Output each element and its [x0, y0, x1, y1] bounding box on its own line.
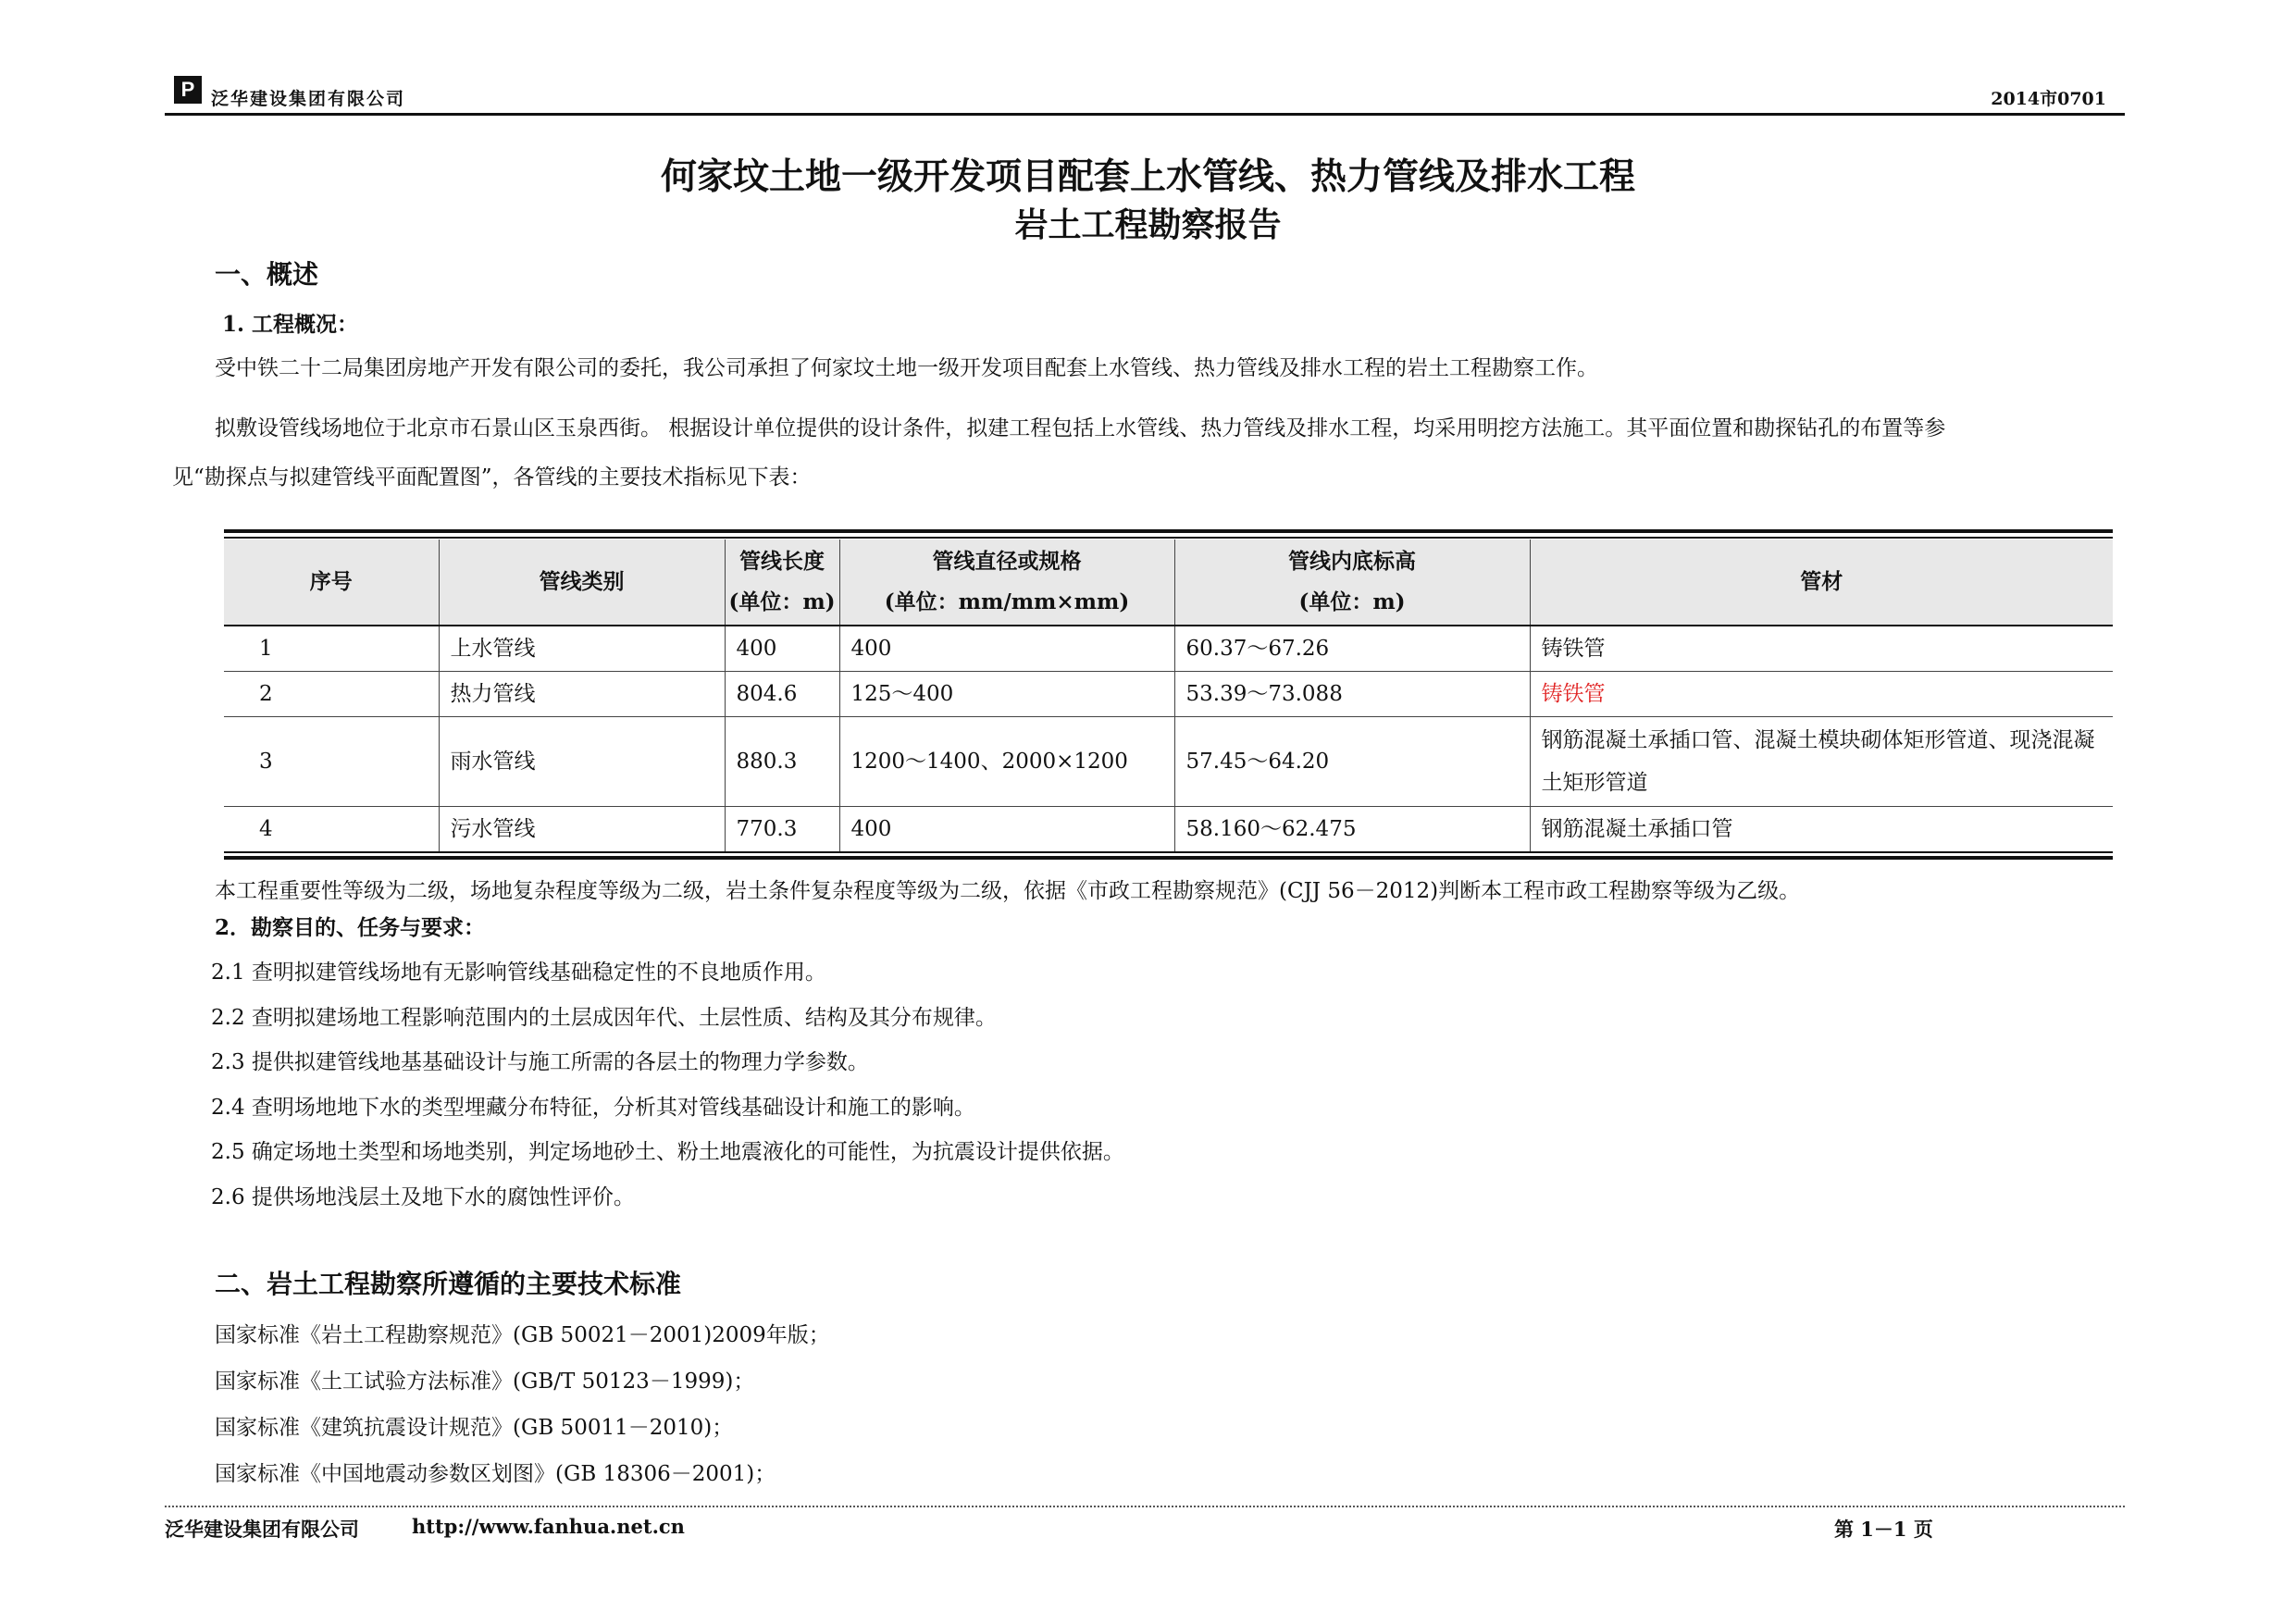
table-top-rule-thin [224, 537, 2113, 539]
cell-material: 铸铁管 [1530, 626, 2113, 672]
document-subtitle: 岩土工程勘察报告 [1014, 205, 1282, 244]
cell-diameter: 1200～1400、2000×1200 [839, 717, 1174, 807]
standard-item: 国家标准《土工试验方法标准》(GB/T 50123－1999)； [215, 1370, 755, 1394]
cell-material: 钢筋混凝土承插口管、混凝土模块砌体矩形管道、现浇混凝土矩形管道 [1530, 717, 2113, 807]
list-item: 2.4 查明场地地下水的类型埋藏分布特征，分析其对管线基础设计和施工的影响。 [211, 1096, 975, 1120]
paragraph-2-line-1: 拟敷设管线场地位于北京市石景山区玉泉西街。 根据设计单位提供的设计条件，拟建工程包括上水管线、热力管线及排水工程，均采用明挖方法施工。其平面位置和勘探钻孔的布置等参 [215, 416, 1946, 440]
footer-page-number: 第 1－1 页 [1834, 1518, 1933, 1541]
table-header-index: 序号 [224, 539, 439, 626]
list-item: 2.3 提供拟建管线地基基础设计与施工所需的各层土的物理力学参数。 [211, 1050, 869, 1074]
standard-item: 国家标准《建筑抗震设计规范》(GB 50011－2010)； [215, 1416, 734, 1440]
table-top-rule [224, 529, 2113, 533]
cell-type: 热力管线 [439, 672, 725, 717]
list-item: 2.1 查明拟建管线场地有无影响管线基础稳定性的不良地质作用。 [211, 961, 826, 985]
table-header-elevation: 管线内底标高 (单位：m) [1174, 539, 1530, 626]
table-row [224, 672, 2113, 717]
cell-elevation: 53.39～73.088 [1174, 672, 1530, 717]
list-item: 2.5 确定场地土类型和场地类别，判定场地砂土、粉土地震液化的可能性，为抗震设计提供依据。 [211, 1140, 1124, 1164]
table-header-length: 管线长度 (单位：m) [725, 539, 839, 626]
cell-index: 1 [224, 626, 439, 672]
subsection-1-heading: 1. 工程概况： [222, 312, 359, 337]
table-bottom-rule [224, 856, 2113, 860]
standard-item: 国家标准《中国地震动参数区划图》(GB 18306－2001)； [215, 1462, 776, 1486]
cell-diameter: 400 [839, 807, 1174, 852]
footer-website-link[interactable]: http://www.fanhua.net.cn [412, 1515, 685, 1538]
paragraph-3: 本工程重要性等级为二级，场地复杂程度等级为二级，岩土条件复杂程度等级为二级，依据《市政工程勘察规范》(CJJ 56－2012)判断本工程市政工程勘察等级为乙级。 [215, 879, 1801, 903]
cell-elevation: 57.45～64.20 [1174, 717, 1530, 807]
cell-index: 3 [224, 717, 439, 807]
footer-company-name: 泛华建设集团有限公司 [165, 1518, 359, 1541]
cell-material: 钢筋混凝土承插口管 [1541, 817, 1733, 841]
subsection-2-heading: 2．勘察目的、任务与要求： [215, 915, 486, 940]
table-row [224, 626, 2113, 672]
cell-type: 雨水管线 [439, 717, 725, 807]
cell-length: 880.3 [725, 717, 839, 807]
list-item: 2.2 查明拟建场地工程影响范围内的土层成因年代、土层性质、结构及其分布规律。 [211, 1006, 997, 1030]
cell-length: 400 [725, 626, 839, 672]
table-row [224, 807, 2113, 852]
table-header-material: 管材 [1530, 539, 2113, 626]
table-header-type: 管线类别 [439, 539, 725, 626]
paragraph-2-line-2: 见“勘探点与拟建管线平面配置图”，各管线的主要技术指标见下表： [172, 465, 812, 490]
table-header-diameter: 管线直径或规格 (单位：mm/mm×mm) [839, 539, 1174, 626]
paragraph-1: 受中铁二十二局集团房地产开发有限公司的委托，我公司承担了何家坟土地一级开发项目配套上水管线、热力管线及排水工程的岩土工程勘察工作。 [215, 356, 1598, 380]
pipeline-data-table [224, 539, 2113, 851]
cell-material-highlighted: 铸铁管 [1530, 672, 2113, 717]
standard-item: 国家标准《岩土工程勘察规范》(GB 50021－2001)2009年版； [215, 1323, 830, 1347]
cell-diameter: 400 [839, 626, 1174, 672]
cell-index: 2 [224, 672, 439, 717]
page-header [165, 76, 2125, 116]
list-item: 2.6 提供场地浅层土及地下水的腐蚀性评价。 [211, 1185, 635, 1209]
table-row [224, 717, 2113, 807]
company-logo-icon: P [174, 76, 202, 104]
cell-length: 770.3 [725, 807, 839, 852]
cell-elevation: 60.37～67.26 [1174, 626, 1530, 672]
cell-elevation: 58.160～62.475 [1174, 807, 1530, 852]
cell-diameter: 125～400 [839, 672, 1174, 717]
cell-index: 4 [224, 807, 439, 852]
header-doc-code: 2014市0701 [1991, 89, 2106, 109]
section-1-heading: 一、概述 [215, 259, 319, 290]
table-bottom-rule-thin [224, 851, 2113, 853]
header-company-name: 泛华建设集团有限公司 [211, 89, 406, 109]
document-title: 何家坟土地一级开发项目配套上水管线、热力管线及排水工程 [660, 155, 1635, 198]
cell-length: 804.6 [725, 672, 839, 717]
cell-type: 上水管线 [439, 626, 725, 672]
section-2-heading: 二、岩土工程勘察所遵循的主要技术标准 [215, 1269, 682, 1299]
table-header-row [224, 539, 2113, 626]
cell-type: 污水管线 [439, 807, 725, 852]
footer-divider [165, 1506, 2125, 1507]
